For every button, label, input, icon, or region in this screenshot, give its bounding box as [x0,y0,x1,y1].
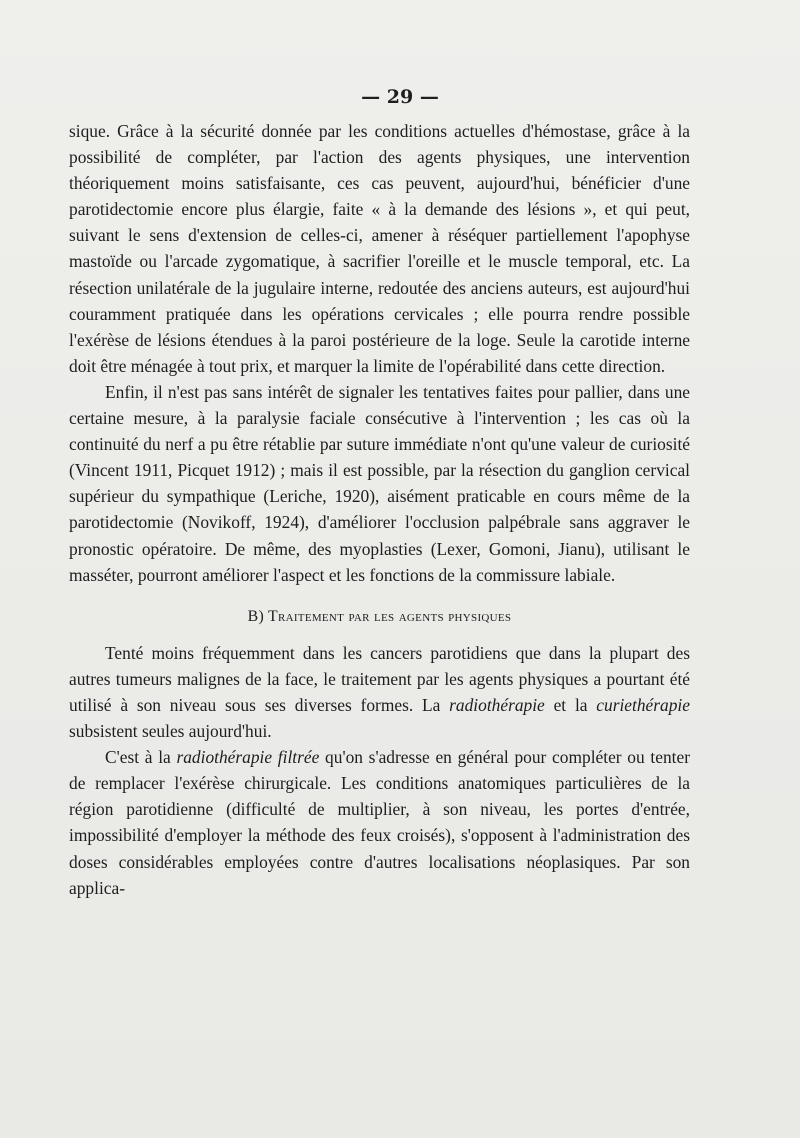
paragraph-text-segment: qu'on s'adresse en général pour compléter ou tenter de remplacer l'exérèse chirurgicale. Les conditions anatomiques particulières de la région parotidienne (difficulté de multiplier, à son niveau, les portes d'entrée, impossibilité d'employer la méthode des feux croisés), s'opposent à l'administration des doses considérables employées contre d'autres localisations néoplasiques. Par son applica- [69,747,690,898]
paragraph-paralysie-faciale: Enfin, il n'est pas sans intérêt de signaler les tentatives faites pour pallier, dans une certaine mesure, à la paralysie faciale consécutive à l'intervention ; les cas où la continuité du nerf a pu être rétablie par suture immédiate n'ont qu'une valeur de curiosité (Vincent 1911, Picquet 1912) ; mais il est possible, par la résection du ganglion cervical supérieur du sympathique (Leriche, 1920), aisément praticable en cours même de la parotidectomie (Novikoff, 1924), d'améliorer l'occlusion palpébrale sans aggraver le pronostic opératoire. De même, des myoplasties (Lexer, Gomoni, Jianu), utilisant le masséter, pourront améliorer l'aspect et les fonctions de la commissure labiale. [69,381,690,585]
emphasis-radiotherapie-filtree: radiothérapie filtrée [176,747,320,768]
emphasis-curietherapie: curiethérapie [596,694,690,715]
paragraph-traitement-agents-physiques [69,640,690,744]
section-heading-agents-physiques: B) Traitement par les agents physiques [247,607,512,625]
paragraph-text-segment: C'est à la [105,747,177,768]
paragraph-hemostase: sique. Grâce à la sécurité donnée par les conditions actuelles d'hémostase, grâce à la possibilité de compléter, par l'action des agents physiques, une intervention théoriquement moins satisfaisante, ces cas peuvent, aujourd'hui, bénéficier d'une parotidectomie encore plus élargie, faite « à la demande des lésions », et qui peut, suivant le sens d'extension de celles-ci, amener à réséquer partiellement l'apophyse mastoïde ou l'arcade zygomatique, à sacrifier l'oreille et le muscle temporal, etc. La résection unilatérale de la jugulaire interne, redoutée des anciens auteurs, est aujourd'hui couramment pratiquée dans les opérations cervicales ; elle pourra rendre possible l'exérèse de lésions étendues à la paroi postérieure de la loge. Seule la carotide interne doit être ménagée à tout prix, et marquer la limite de l'opérabilité dans cette direction. [69,121,690,376]
paragraph-text-segment: Tenté moins fréquemment dans les cancers parotidiens que dans la plupart des autres tumeurs malignes de la face, le traitement par les agents physiques a pourtant été utilisé à son niveau sous ses diverses formes. La [69,642,690,715]
document-body [69,118,690,901]
paragraph-text-segment: subsistent seules aujourd'hui. [69,721,272,742]
paragraph-radiotherapie-filtree [69,744,690,901]
emphasis-radiotherapie: radiothérapie [449,694,545,715]
page-number: — 29 — [361,86,439,108]
paragraph-text-segment: et la [544,694,597,715]
